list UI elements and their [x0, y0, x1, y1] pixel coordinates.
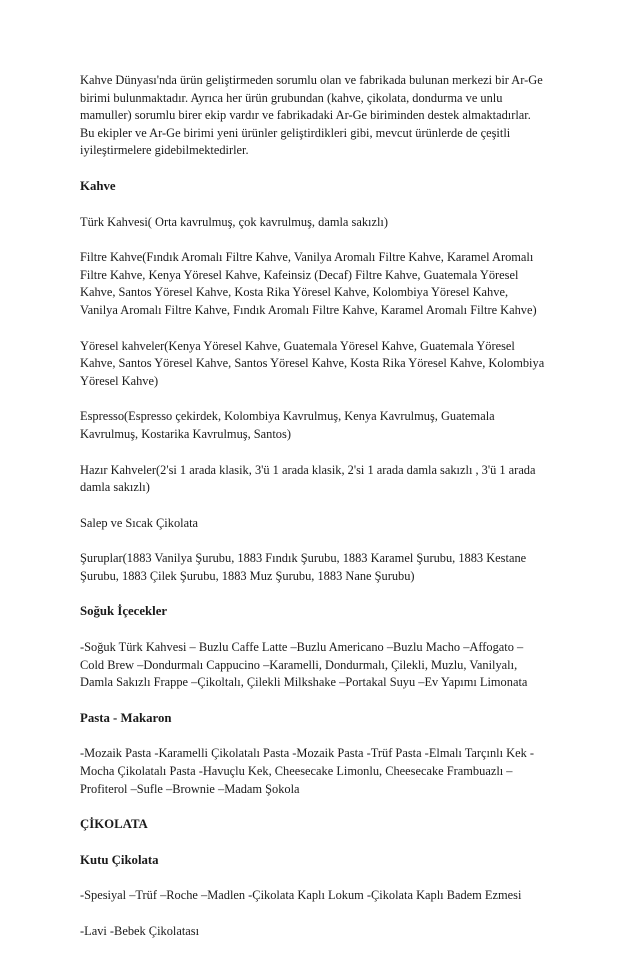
- text-line: Türk Kahvesi( Orta kavrulmuş, çok kavrulmuş, damla sakızlı): [80, 214, 388, 229]
- text-line: Yöresel kahveler(Kenya Yöresel Kahve, Guatemala Yöresel Kahve, Guatemala Yöresel: [80, 338, 515, 353]
- section-heading-cikolata: ÇİKOLATA: [80, 817, 148, 832]
- text-line: Kavrulmuş, Kostarika Kavrulmuş, Santos): [80, 426, 291, 441]
- text-line: Vanilya Aromalı Filtre Kahve, Fındık Aromalı Filtre Kahve, Karamel Aromalı Filtre Kahve): [80, 302, 537, 317]
- kutu-cikolata-paragraph: [80, 887, 570, 905]
- suruplar-paragraph: [80, 550, 570, 585]
- text-line: Yöresel Kahve): [80, 373, 159, 388]
- document-page: [80, 72, 570, 959]
- text-line: Salep ve Sıcak Çikolata: [80, 515, 199, 530]
- text-line: Şuruplar(1883 Vanilya Şurubu, 1883 Fındık Şurubu, 1883 Karamel Şurubu, 1883 Kestane: [80, 551, 527, 566]
- text-line: -Mozaik Pasta -Karamelli Çikolatalı Pasta -Mozaik Pasta -Trüf Pasta -Elmalı Tarçınlı Kek -: [80, 746, 535, 761]
- text-line: Damla Sakızlı Frappe –Çikoltalı, Çilekli Milkshake –Portakal Suyu –Ev Yapımı Limonata: [80, 675, 528, 690]
- turk-kahvesi-paragraph: [80, 214, 570, 232]
- text-line: Profiterol –Sufle –Brownie –Madam Şokola: [80, 781, 300, 796]
- text-line: -Spesiyal –Trüf –Roche –Madlen -Çikolata Kaplı Lokum -Çikolata Kaplı Badem Ezmesi: [80, 888, 522, 903]
- section-heading-soguk-icecekler: Soğuk İçecekler: [80, 604, 168, 619]
- text-line: Mocha Çikolatalı Pasta -Havuçlu Kek, Cheesecake Limonlu, Cheesecake Frambuazlı –: [80, 764, 513, 779]
- section-heading-kahve: Kahve: [80, 178, 116, 193]
- text-line: iyileştirmelere gidebilmektedirler.: [80, 143, 249, 158]
- text-line: -Soğuk Türk Kahvesi – Buzlu Caffe Latte –Buzlu Americano –Buzlu Macho –Affogato –: [80, 640, 524, 655]
- lavi-paragraph: [80, 923, 570, 941]
- text-line: Kahve Dünyası'nda ürün geliştirmeden sorumlu olan ve fabrikada bulunan merkezi bir Ar-Ge: [80, 73, 543, 87]
- text-line: damla sakızlı): [80, 480, 150, 495]
- section-heading-kutu-cikolata: Kutu Çikolata: [80, 852, 159, 867]
- pasta-paragraph: [80, 745, 570, 798]
- section-heading-pasta-makaron: Pasta - Makaron: [80, 710, 172, 725]
- text-line: Filtre Kahve, Kenya Yöresel Kahve, Kafeinsiz (Decaf) Filtre Kahve, Guatemala Yöresel: [80, 267, 519, 282]
- espresso-paragraph: [80, 408, 570, 443]
- salep-paragraph: [80, 515, 570, 533]
- text-line: Şurubu, 1883 Çilek Şurubu, 1883 Muz Şurubu, 1883 Nane Şurubu): [80, 568, 415, 583]
- text-line: Kahve, Santos Yöresel Kahve, Kosta Rika Yöresel Kahve, Kolombiya Yöresel Kahve,: [80, 285, 509, 300]
- text-line: Espresso(Espresso çekirdek, Kolombiya Kavrulmuş, Kenya Kavrulmuş, Guatemala: [80, 409, 495, 424]
- intro-paragraph: [80, 72, 570, 160]
- soguk-icecekler-paragraph: [80, 639, 570, 692]
- hazir-kahveler-paragraph: [80, 462, 570, 497]
- text-line: mamuller) sorumlu birer ekip vardır ve fabrikadaki Ar-Ge biriminden destek almaktadırlar.: [80, 108, 531, 123]
- text-line: Hazır Kahveler(2'si 1 arada klasik, 3'ü 1 arada klasik, 2'si 1 arada damla sakızlı , 3'ü 1 arada: [80, 462, 536, 477]
- text-line: Cold Brew –Dondurmalı Cappucino –Karamelli, Dondurmalı, Çilekli, Muzlu, Vanilyalı,: [80, 657, 518, 672]
- filtre-kahve-paragraph: [80, 249, 570, 319]
- text-line: Filtre Kahve(Fındık Aromalı Filtre Kahve, Vanilya Aromalı Filtre Kahve, Karamel Aromalı: [80, 250, 534, 265]
- text-line: birimi bulunmaktadır. Ayrıca her ürün grubundan (kahve, çikolata, dondurma ve unlu: [80, 90, 503, 105]
- text-line: Kahve, Santos Yöresel Kahve, Santos Yöresel Kahve, Kosta Rika Yöresel Kahve, Kolombiya: [80, 356, 545, 371]
- yoresel-kahveler-paragraph: [80, 338, 570, 391]
- text-line: -Lavi -Bebek Çikolatası: [80, 924, 200, 938]
- text-line: Bu ekipler ve Ar-Ge birimi yeni ürünler geliştirdikleri gibi, mevcut ürünlerde de çeşitli: [80, 125, 511, 140]
